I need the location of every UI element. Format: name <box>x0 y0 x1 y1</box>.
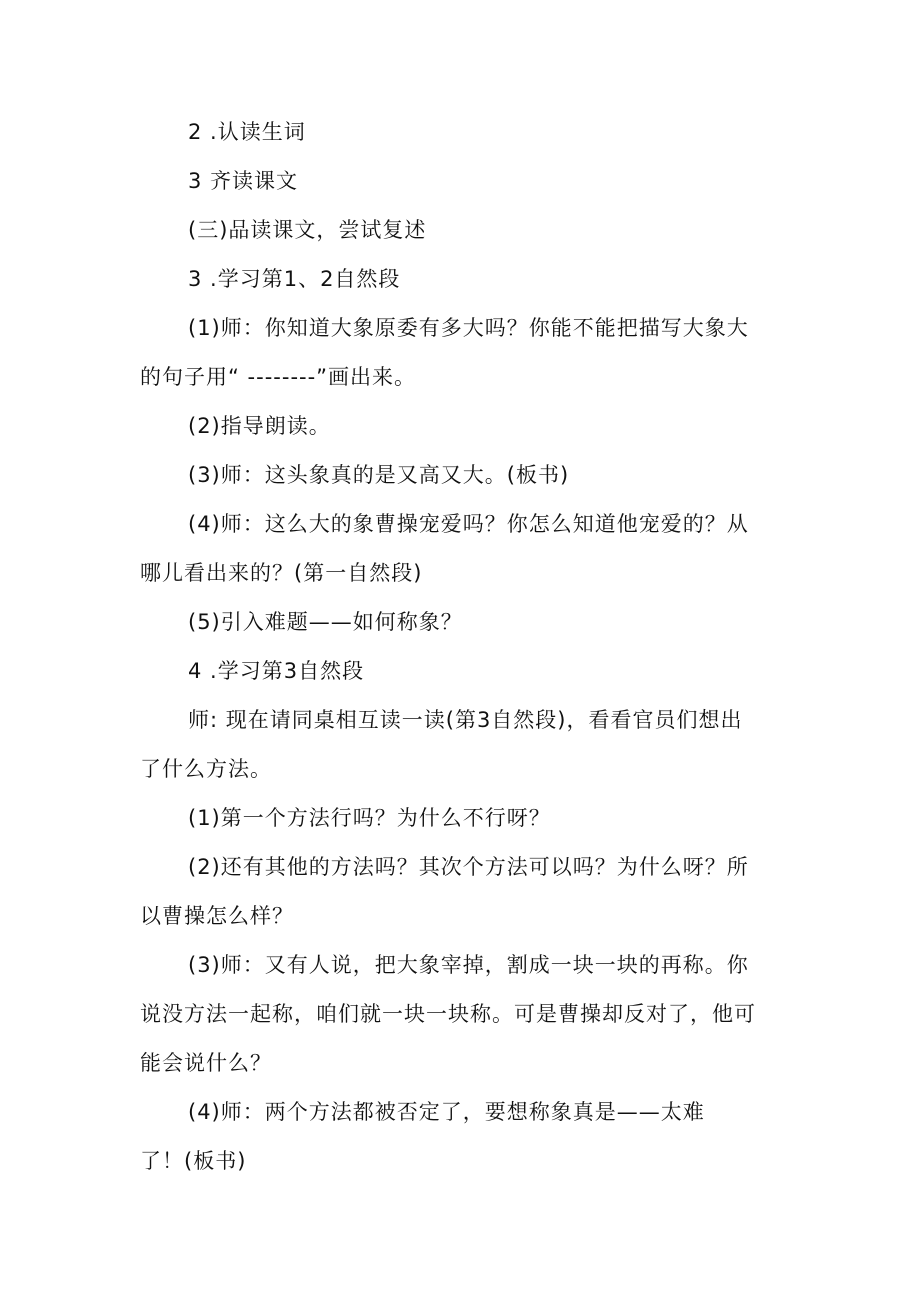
text-line: 了什么方法。 <box>140 757 272 781</box>
text-line: (4)师：这么大的象曹操宠爱吗？你怎么知道他宠爱的？从 <box>188 512 749 536</box>
text-line: (3)师：这头象真的是又高又大。(板书) <box>188 463 570 487</box>
text-line: 说没方法一起称，咱们就一块一块称。可是曹操却反对了，他可 <box>140 1002 756 1026</box>
text-line: 3 .学习第1、2自然段 <box>188 267 401 291</box>
text-line: (2)还有其他的方法吗？其次个方法可以吗？为什么呀？所 <box>188 855 749 879</box>
text-line: (5)引入难题——如何称象？ <box>188 610 463 634</box>
text-line: (2)指导朗读。 <box>188 414 331 438</box>
text-line: 师: 现在请同桌相互读一读(第3自然段)，看看官员们想出 <box>188 708 743 732</box>
text-line: 4 .学习第3自然段 <box>188 659 365 683</box>
section-heading: (三)品读课文，尝试复述 <box>188 218 427 242</box>
text-line: (1)第一个方法行吗？为什么不行呀？ <box>188 806 551 830</box>
text-line: 哪儿看出来的？(第一自然段) <box>140 561 423 585</box>
text-line: 2 .认读生词 <box>188 120 306 144</box>
text-line: (1)师：你知道大象原委有多大吗？你能不能把描写大象大 <box>188 316 749 340</box>
document-body <box>140 108 790 1186</box>
text-line: 3 齐读课文 <box>188 169 299 193</box>
text-line: 的句子用“ --------”画出来。 <box>140 365 417 389</box>
text-line: 了！(板书) <box>140 1149 247 1173</box>
text-line: 以曹操怎么样？ <box>140 904 294 928</box>
text-line: 能会说什么？ <box>140 1051 272 1075</box>
text-line: (3)师：又有人说，把大象宰掉，割成一块一块的再称。你 <box>188 953 749 977</box>
text-line: (4)师：两个方法都被否定了，要想称象真是——太难 <box>188 1100 705 1124</box>
